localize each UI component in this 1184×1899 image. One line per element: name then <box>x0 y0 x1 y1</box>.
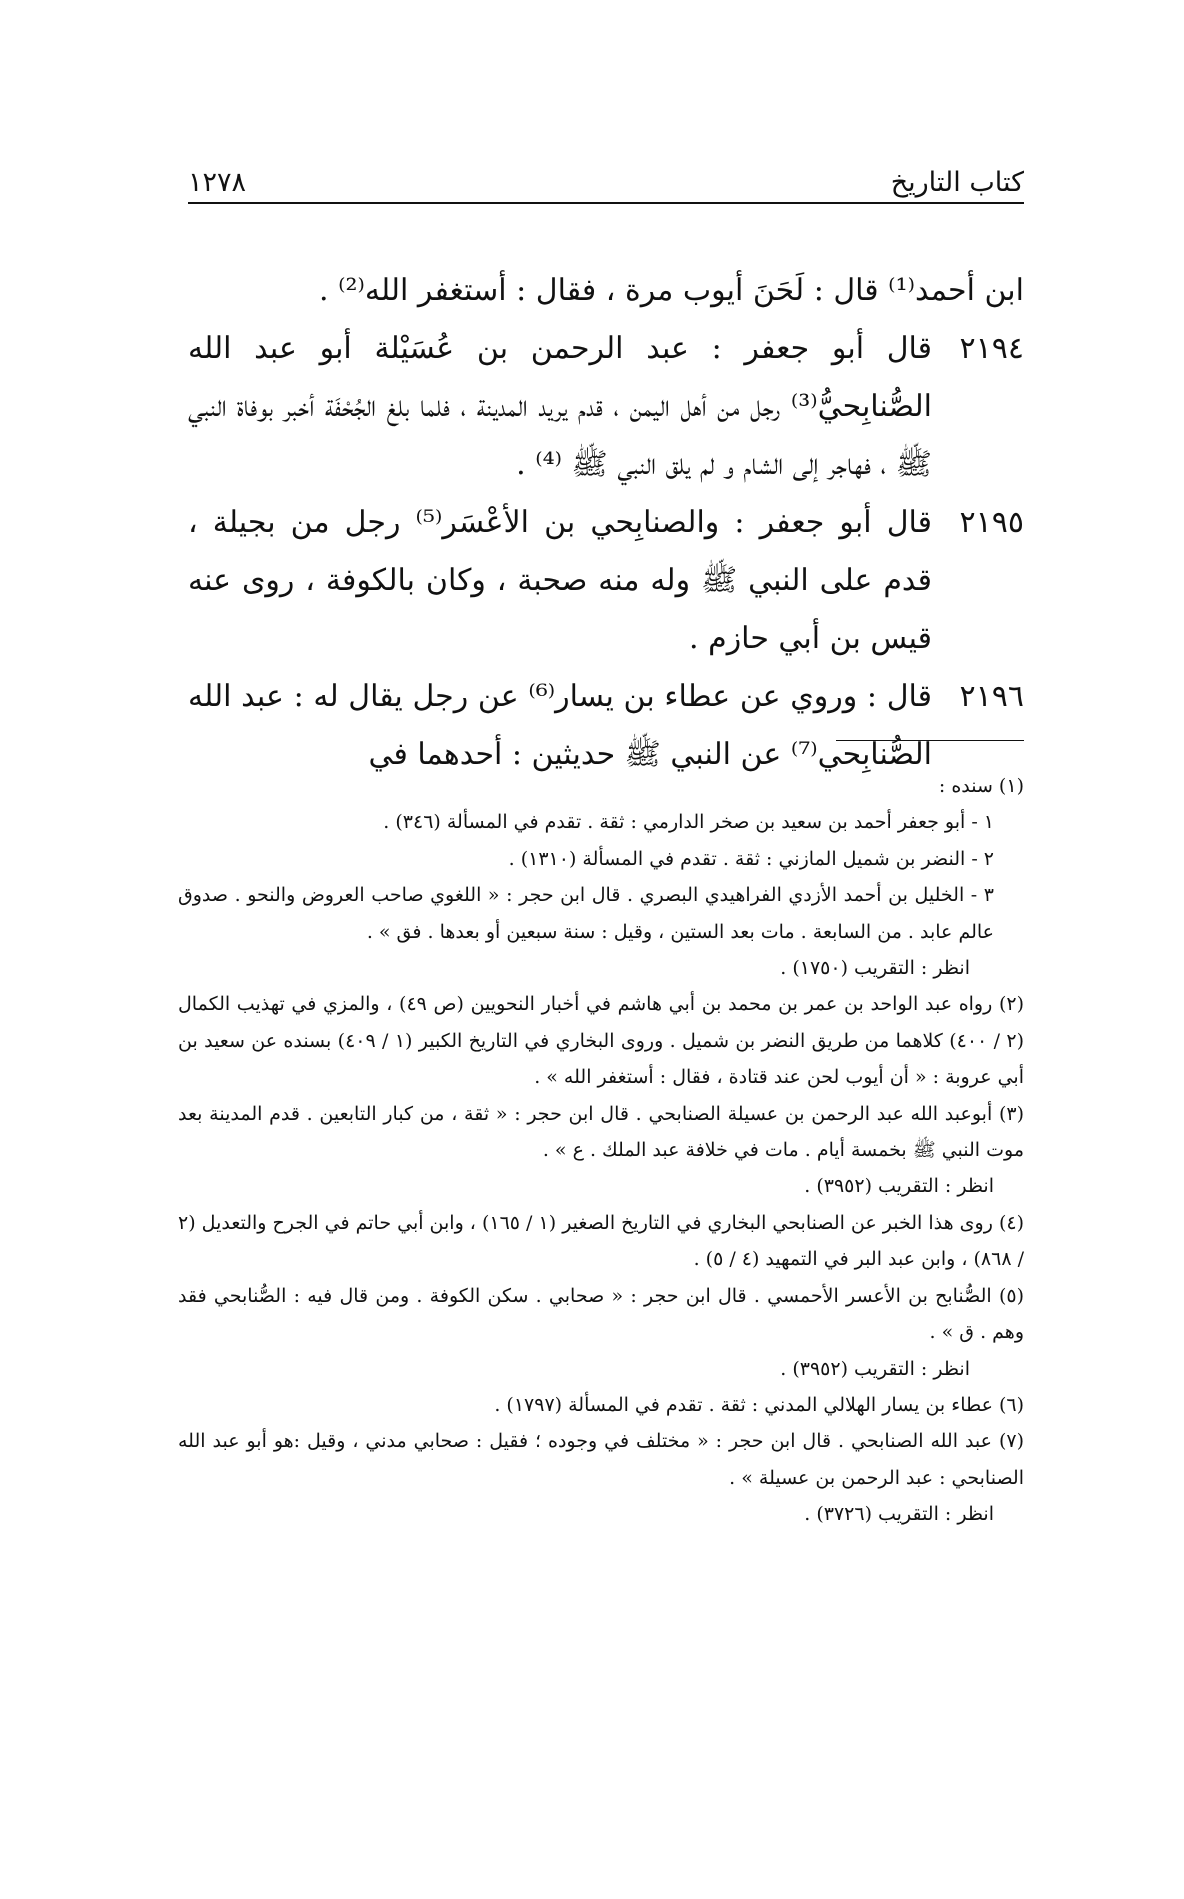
entry-number: ٢١٩٦ <box>959 679 1024 714</box>
book-title: كتاب التاريخ <box>890 167 1024 198</box>
entry-2195 <box>188 494 1024 668</box>
entry-text: قال : وروي عن عطاء بن يسار⁽⁶⁾ عن رجل يقال له : عبد الله الصُّنابِحي⁽⁷⁾ عن النبي ﷺ حديثين : أحدهما في <box>188 679 932 772</box>
footnote-separator <box>836 740 1024 741</box>
footnote-1-item-1: ١ - أبو جعفر أحمد بن سعيد بن صخر الدارمي : ثقة . تقدم في المسألة (٣٤٦) . <box>383 811 994 834</box>
entry-text: قال أبو جعفر : عبد الرحمن بن عُسَيْلة أبو عبد الله الصُّنابِحيُّ⁽³⁾ رجل من أهل اليمن ، قدم يريد المدينة ، فلما بلغ الجُحْفَة أخبر بوفاة النبي ﷺ ، فهاجر إلى الشام و لم يلق النبي ﷺ ⁽⁴⁾ . <box>188 331 932 482</box>
footnote-7-reference: انظر : التقريب (٣٧٢٦) . <box>804 1503 994 1526</box>
footnote-4: (٤) روى هذا الخبر عن الصنابحي البخاري في التاريخ الصغير (١ / ١٦٥) ، وابن أبي حاتم في الجرح والتعديل (٢ / ٨٦٨) ، وابن عبد البر في التمهيد (٤ / ٥) . <box>178 1211 1024 1271</box>
footnote-2: (٢) رواه عبد الواحد بن عمر بن محمد بن أبي هاشم في أخبار النحويين (ص ٤٩) ، والمزي في تهذيب الكمال (٢ / ٤٠٠) كلاهما من طريق النضر بن شميل . وروى البخاري في التاريخ الكبير (١ / ٤٠٩) بسنده عن سعيد بن أبي عروبة : « أن أيوب لحن عند قتادة ، فقال : أستغفر الله » . <box>178 993 1024 1089</box>
entry-text: قال أبو جعفر : والصنابِحي بن الأعْسَر⁽⁵⁾ رجل من بجيلة ، قدم على النبي ﷺ وله منه صحبة ، وكان بالكوفة ، روى عنه قيس بن أبي حازم . <box>188 505 933 656</box>
entry-2196 <box>188 668 1024 784</box>
main-text <box>188 262 1024 784</box>
entry-number: ٢١٩٥ <box>959 505 1024 540</box>
footnote-3-reference: انظر : التقريب (٣٩٥٢) . <box>804 1175 994 1198</box>
footnote-5-reference: انظر : التقريب (٣٩٥٢) . <box>780 1357 970 1380</box>
footnote-7: (٧) عبد الله الصنابحي . قال ابن حجر : « مختلف في وجوده ؛ فقيل : صحابي مدني ، وقيل :هو أبو عبد الله الصنابحي : عبد الرحمن بن عسيلة » . <box>178 1430 1024 1489</box>
footnote-5: (٥) الصُّنابح بن الأعسر الأحمسي . قال ابن حجر : « صحابي . سكن الكوفة . ومن قال فيه : الصُّنابحي فقد وهم . ق » . <box>178 1284 1024 1344</box>
footnote-3: (٣) أبوعبد الله عبد الرحمن بن عسيلة الصنابحي . قال ابن حجر : « ثقة ، من كبار التابعين . قدم المدينة بعد موت النبي ﷺ بخمسة أيام . مات في خلافة عبد الملك . ع » . <box>178 1102 1024 1162</box>
running-header <box>188 158 1024 204</box>
footnote-6: (٦) عطاء بن يسار الهلالي المدني : ثقة . تقدم في المسألة (١٧٩٧) . <box>494 1393 1024 1416</box>
footnote-1-item-3: ٣ - الخليل بن أحمد الأزدي الفراهيدي البصري . قال ابن حجر : « اللغوي صاحب العروض والنحو . صدوق عالم عابد . من السابعة . مات بعد الستين ، وقيل : سنة سبعين أو بعدها . فق » . <box>178 884 994 943</box>
footnote-1-item-2: ٢ - النضر بن شميل المازني : ثقة . تقدم في المسألة (١٣١٠) . <box>508 847 994 870</box>
footnote-1-reference: انظر : التقريب (١٧٥٠) . <box>780 957 970 980</box>
page-number: ١٢٧٨ <box>188 167 247 198</box>
entry-number: ٢١٩٤ <box>959 331 1024 366</box>
footnote-1-heading: (١) سنده : <box>938 775 1024 797</box>
entry-2194 <box>188 320 1024 494</box>
footnotes <box>178 768 1024 1533</box>
intro-line: ابن أحمد⁽¹⁾ قال : لَحَنَ أيوب مرة ، فقال : أستغفر الله⁽²⁾ . <box>319 273 1024 308</box>
